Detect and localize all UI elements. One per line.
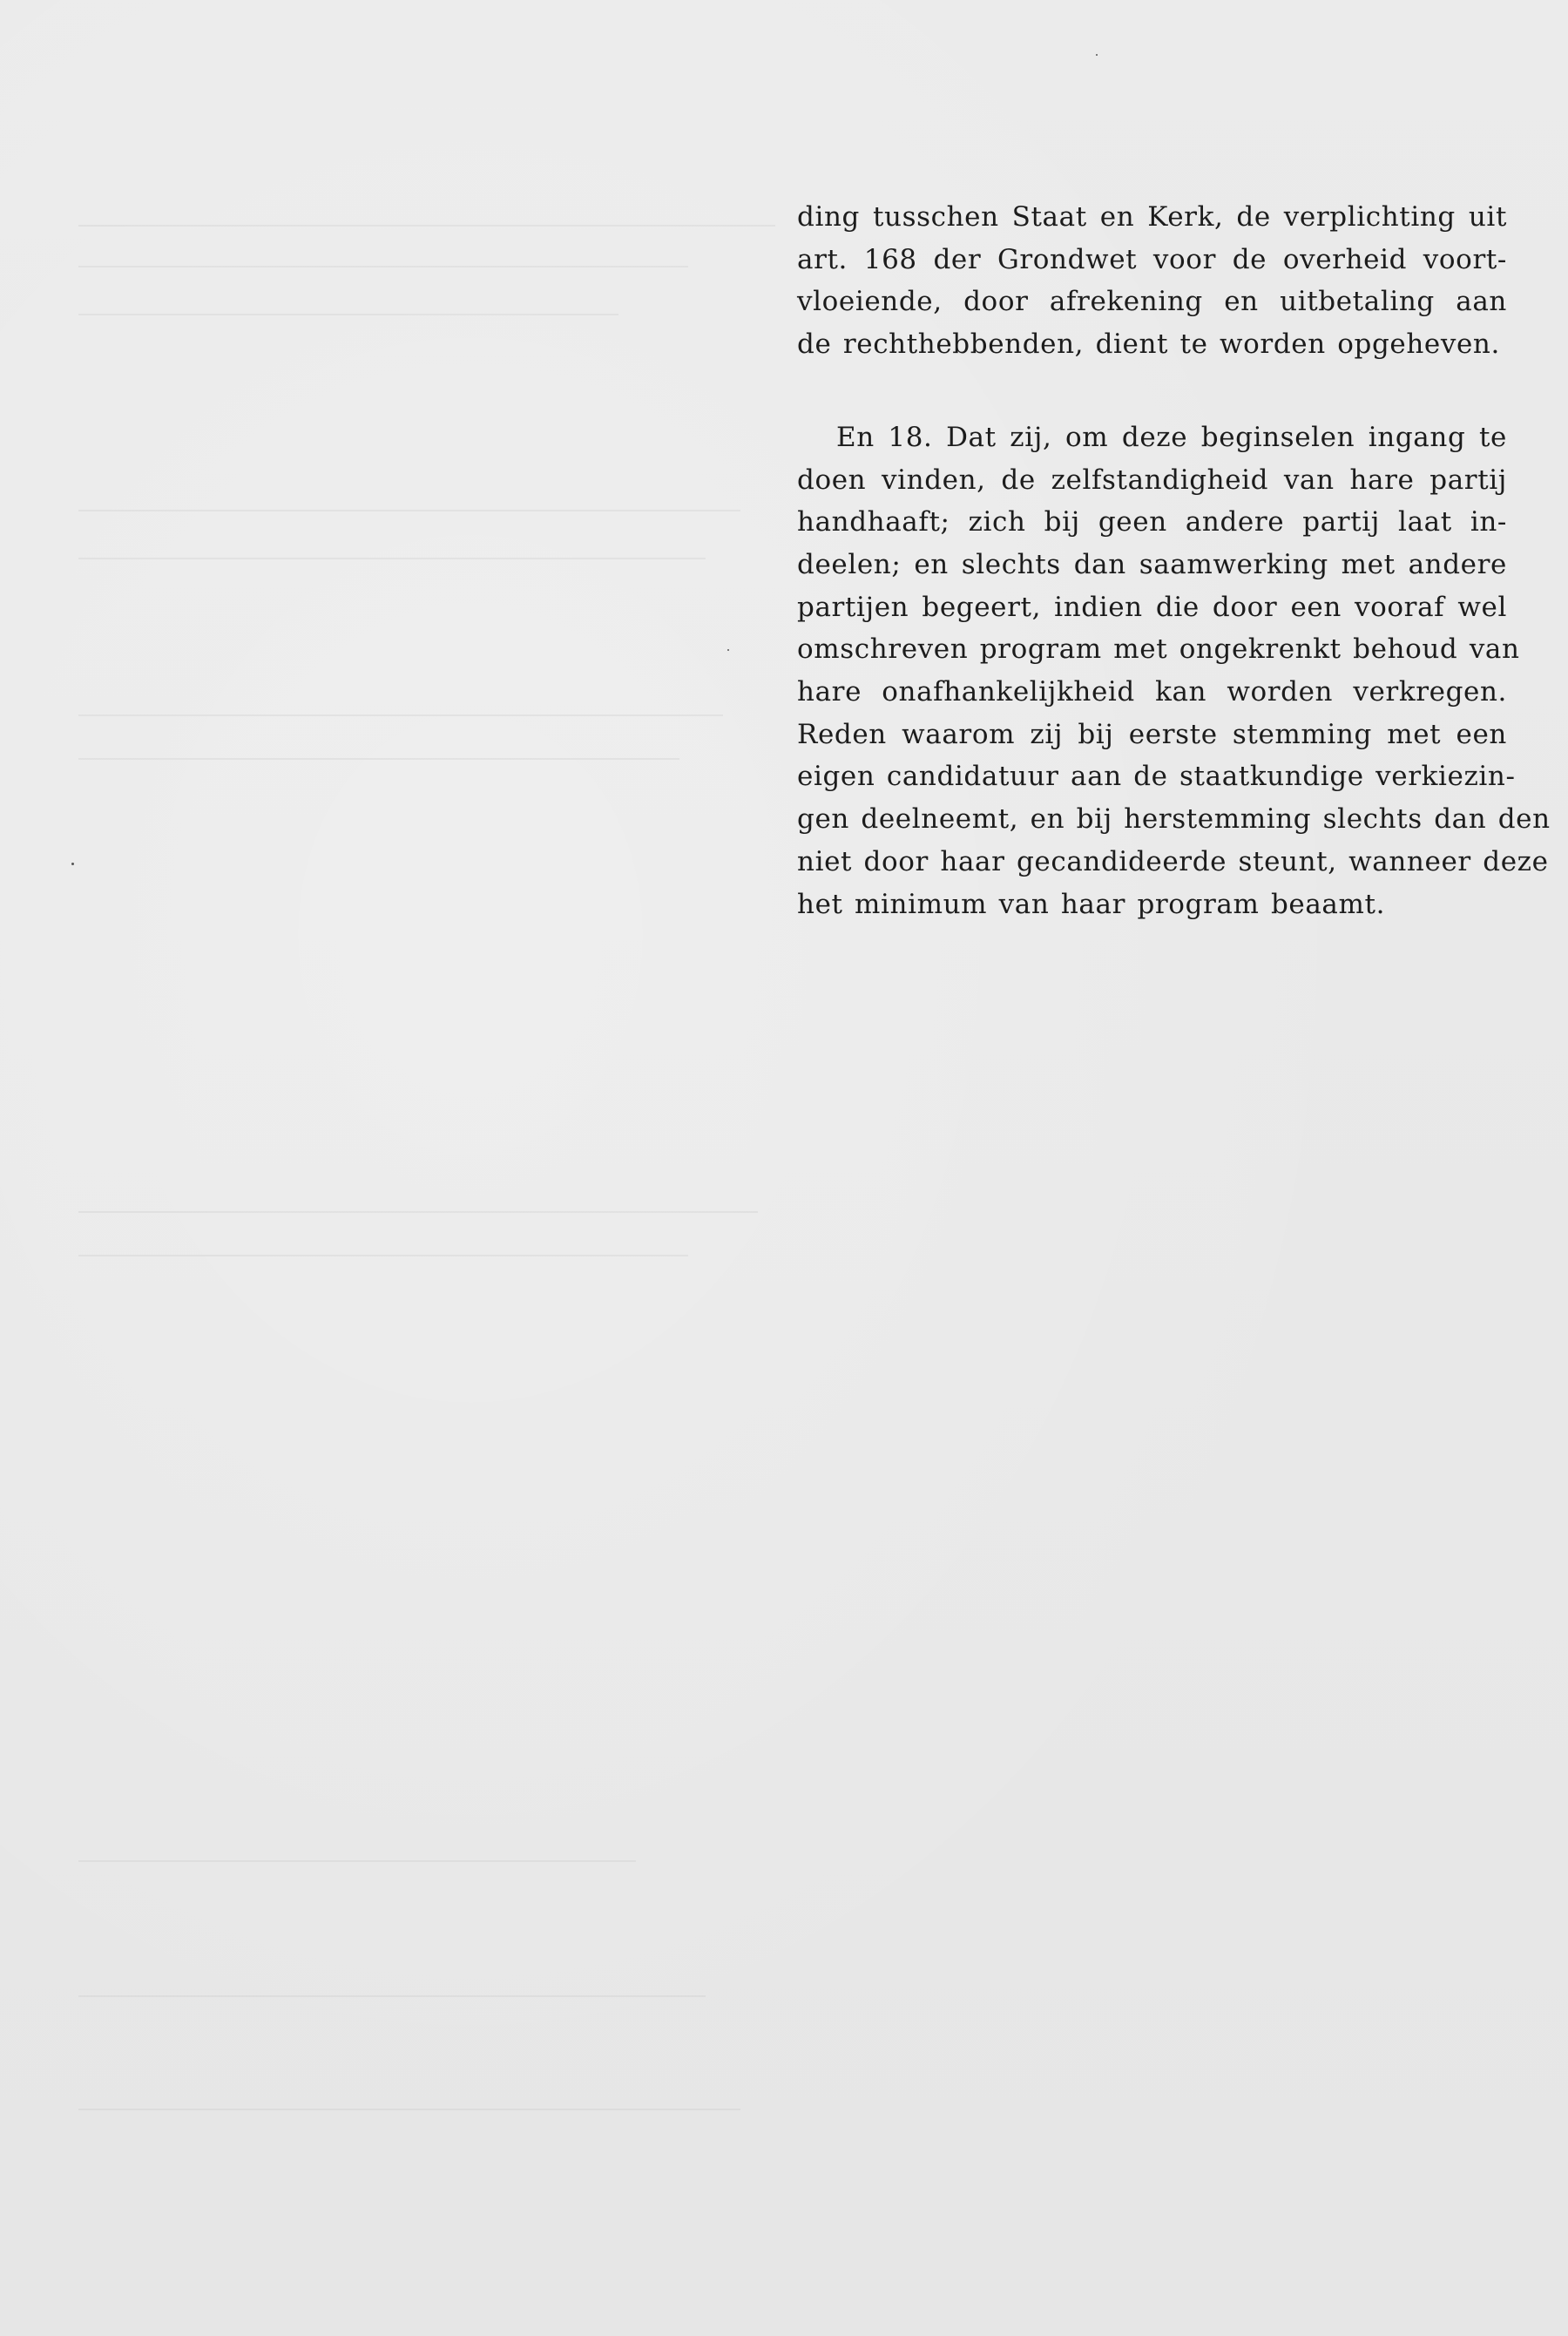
show-through-mark bbox=[78, 714, 723, 716]
text-line: En 18. Dat zij, om deze beginselen ingang te bbox=[836, 421, 1507, 453]
body-text-column bbox=[797, 196, 1551, 925]
show-through-mark bbox=[78, 225, 775, 227]
text-line: partijen begeert, indien die door een vooraf wel bbox=[797, 591, 1507, 623]
show-through-mark bbox=[78, 558, 706, 559]
dust-speck bbox=[71, 863, 74, 865]
text-line: handhaaft; zich bij geen andere partij laat in- bbox=[797, 506, 1507, 538]
text-line: doen vinden, de zelfstandigheid van hare partij bbox=[797, 464, 1507, 496]
show-through-mark bbox=[78, 1255, 688, 1256]
show-through-mark bbox=[78, 1860, 636, 1862]
text-line: omschreven program met ongekrenkt behoud van bbox=[797, 633, 1520, 666]
show-through-mark bbox=[78, 1995, 706, 1997]
text-line: de rechthebbenden, dient te worden opgeheven. bbox=[797, 328, 1500, 361]
text-line: eigen candidatuur aan de staatkundige verkiezin- bbox=[797, 761, 1516, 793]
text-line: het minimum van haar program beaamt. bbox=[797, 888, 1386, 920]
text-line: vloeiende, door afrekening en uitbetaling aan bbox=[797, 286, 1507, 318]
text-line: niet door haar gecandideerde steunt, wanneer deze bbox=[797, 845, 1549, 877]
text-line: Reden waarom zij bij eerste stemming met een bbox=[797, 718, 1507, 750]
show-through-mark bbox=[78, 758, 679, 760]
show-through-mark bbox=[78, 510, 740, 511]
text-line: ding tusschen Staat en Kerk, de verplichting uit bbox=[797, 201, 1507, 233]
show-through-mark bbox=[78, 1211, 758, 1213]
show-through-mark bbox=[78, 266, 688, 267]
paragraph-article-18 bbox=[797, 416, 1551, 925]
show-through-mark bbox=[78, 2109, 740, 2110]
dust-speck bbox=[727, 649, 729, 651]
paragraph-continuation bbox=[797, 196, 1507, 366]
text-line: hare onafhankelijkheid kan worden verkregen. bbox=[797, 676, 1507, 708]
text-line: gen deelneemt, en bij herstemming slechts dan den bbox=[797, 803, 1551, 836]
show-through-mark bbox=[78, 314, 618, 315]
text-line: deelen; en slechts dan saamwerking met andere bbox=[797, 548, 1507, 580]
text-line: art. 168 der Grondwet voor de overheid voort- bbox=[797, 243, 1507, 275]
dust-speck bbox=[1096, 54, 1098, 56]
